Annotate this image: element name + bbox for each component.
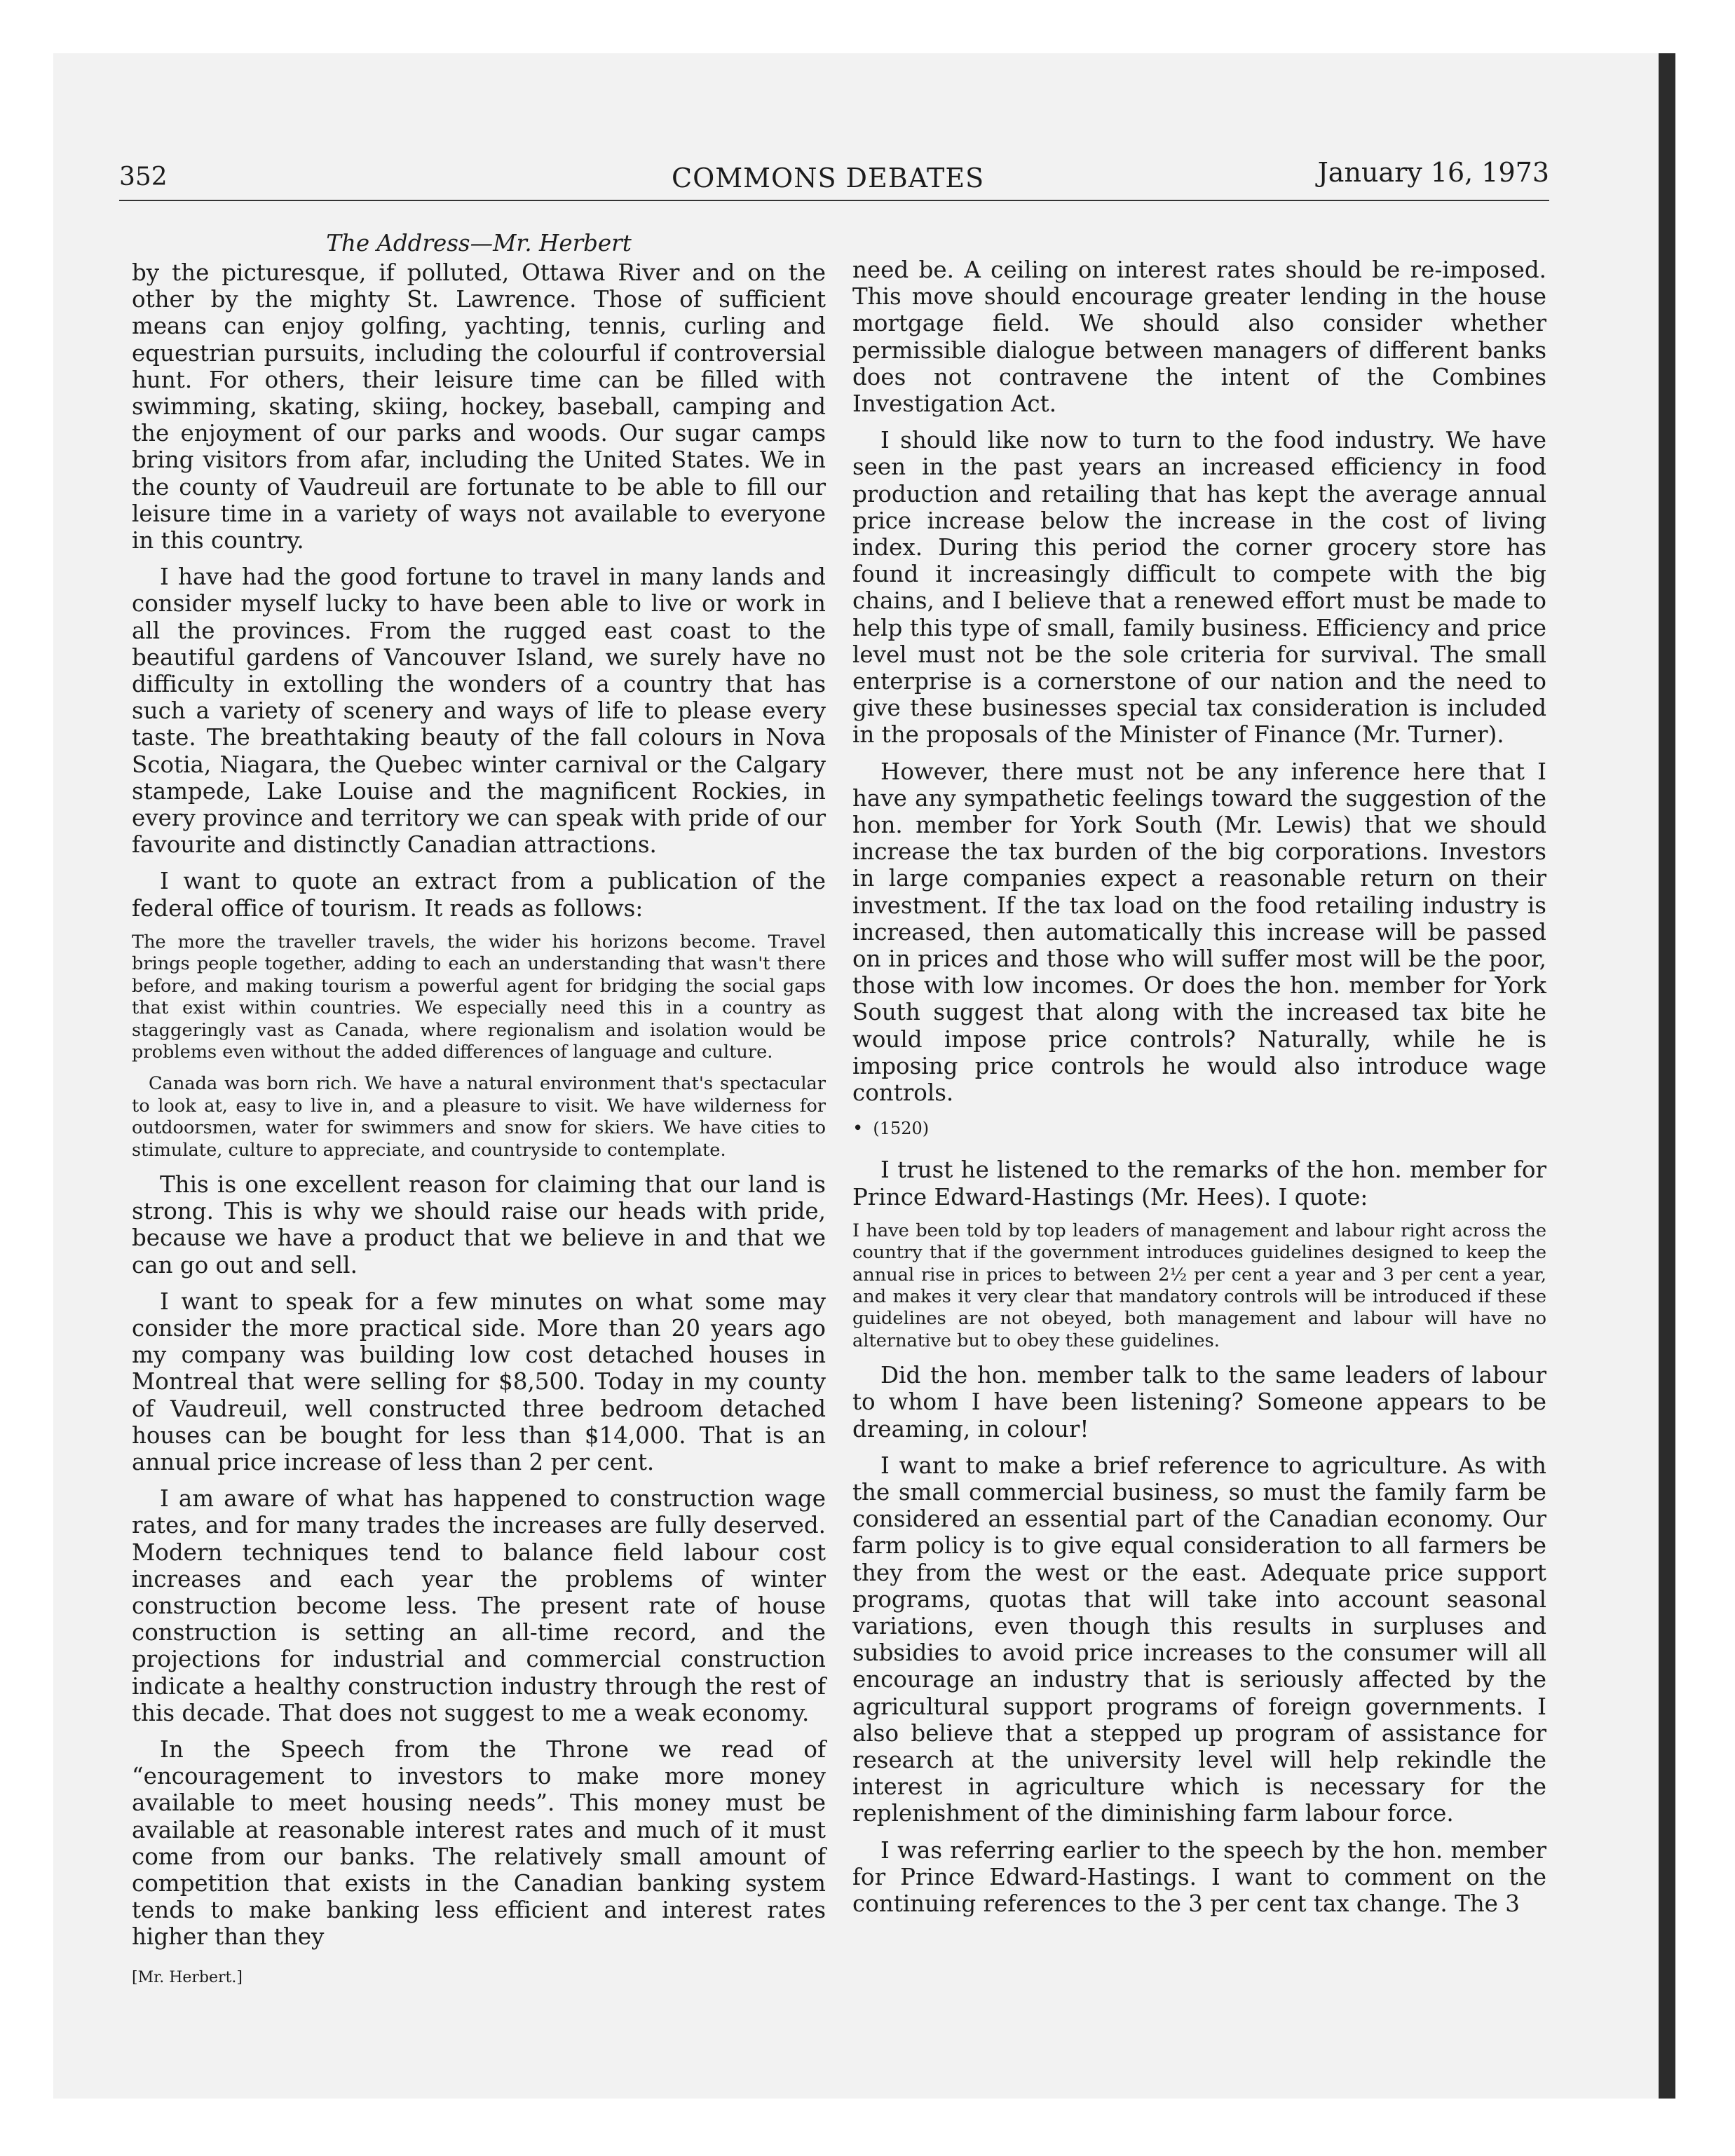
paragraph-continued: need be. A ceiling on interest rates should be re-imposed. This move should encourage greater lending in the house mortgage field. We should also consider whether permissible dialogue between managers of different banks does not contravene the intent of the Combines Investigation Act. [852,257,1546,418]
publication-title: COMMONS DEBATES [672,163,985,193]
right-column [852,257,1546,1927]
paragraph: I should like now to turn to the food industry. We have seen in the past years an increased efficiency in food production and retailing that has kept the average annual price increase below the increase in the cost of living index. During this period the corner grocery store has found it increasingly difficult to compete with the big chains, and I believe that a renewed effort must be made to help this type of small, family business. Efficiency and price level must not be the sole criteria for survival. The small enterprise is a cornerstone of our nation and the need to give these businesses special tax consideration is included in the proposals of the Minister of Finance (Mr. Turner). [852,427,1546,749]
paragraph: I want to make a brief reference to agriculture. As with the small commercial business, so must the family farm be considered an essential part of the Canadian economy. Our farm policy is to give equal consideration to all farmers be they from the west or the east. Adequate price support programs, quotas that will take into account seasonal variations, even though this results in surpluses and subsidies to avoid price increases to the consumer will all encourage an industry that is seriously affected by the agricultural support programs of foreign governments. I also believe that a stepped up program of assistance for research at the university level will help rekindle the interest in agriculture which is necessary for the replenishment of the diminishing farm labour force. [852,1452,1546,1827]
paragraph: I trust he listened to the remarks of the hon. member for Prince Edward-Hastings (Mr. Hees). I quote: [852,1157,1546,1210]
left-column-body [132,259,826,1951]
block-quote: Canada was born rich. We have a natural environment that's spectacular to look at, easy to live in, and a pleasure to visit. We have wilderness for outdoorsmen, water for swimmers and snow for skiers. We have cities to stimulate, culture to appreciate, and countryside to contemplate. [132,1073,826,1161]
paragraph: I want to speak for a few minutes on what some may consider the more practical side. More than 20 years ago my company was building low cost detached houses in Montreal that were selling for $8,500. Today in my county of Vaudreuil, well constructed three bedroom detached houses can be bought for less than $14,000. That is an annual price increase of less than 2 per cent. [132,1288,826,1475]
paragraph: I want to quote an extract from a publication of the federal office of tourism. It reads as follows: [132,868,826,922]
block-quote: The more the traveller travels, the wider his horizons become. Travel brings people together, adding to each an understanding that wasn't there before, and making tourism a powerful agent for bridging the social gaps that exist within countries. We especially need this in a country as staggeringly vast as Canada, where regionalism and isolation would be problems even without the added differences of language and culture. [132,931,826,1063]
left-column [132,230,826,1991]
paragraph: In the Speech from the Throne we read of “encouragement to investors to make more money available to meet housing needs”. This money must be available at reasonable interest rates and much of it must come from our banks. The relatively small amount of competition that exists in the Canadian banking system tends to make banking less efficient and interest rates higher than they [132,1736,826,1951]
paragraph: However, there must not be any inference here that I have any sympathetic feelings toward the suggestion of the hon. member for York South (Mr. Lewis) that we should increase the tax burden of the big corporations. Investors in large companies expect a reasonable return on their investment. If the tax load on the food retailing industry is increased, then automatically this increase will be passed on in prices and those who will suffer most will be the poor, those with low incomes. Or does the hon. member for York South suggest that along with the increased tax bite he would impose price controls? Naturally, while he is imposing price controls he would also introduce wage controls. [852,758,1546,1107]
page-header [119,157,1549,205]
paragraph: I was referring earlier to the speech by the hon. member for Prince Edward-Hastings. I want to comment on the continuing references to the 3 per cent tax change. The 3 [852,1836,1546,1917]
paragraph: I am aware of what has happened to construction wage rates, and for many trades the increases are fully deserved. Modern techniques tend to balance field labour cost increases and each year the problems of winter construction become less. The present rate of house construction is setting an all-time record, and the projections for industrial and commercial construction indicate a healthy construction industry through the rest of this decade. That does not suggest to me a weak economy. [132,1485,826,1726]
header-rule [119,200,1549,201]
publication-date: January 16, 1973 [1317,157,1549,188]
paragraph: I have had the good fortune to travel in many lands and consider myself lucky to have been able to live or work in all the provinces. From the rugged east coast to the beautiful gardens of Vancouver Island, we surely have no difficulty in extolling the wonders of a country that has such a variety of scenery and ways of life to please every taste. The breathtaking beauty of the fall colours in Nova Scotia, Niagara, the Quebec winter carnival or the Calgary stampede, Lake Louise and the magnificent Rockies, in every province and territory we can speak with pride of our favourite and distinctly Canadian attractions. [132,564,826,859]
time-marker-text: (1520) [873,1119,930,1139]
time-marker [852,1116,1546,1141]
scan-edge-shadow [1659,53,1675,2099]
bullet-icon: • [852,1118,864,1140]
right-column-body [852,257,1546,1917]
page-number: 352 [119,163,168,191]
speaker-note: [Mr. Herbert.] [132,1968,243,1986]
paragraph-continued: by the picturesque, if polluted, Ottawa River and on the other by the mighty St. Lawrence. Those of sufficient means can enjoy golfing, yachting, tennis, curling and equestrian pursuits, including the colourful if controversial hunt. For others, their leisure time can be filled with swimming, skating, skiing, hockey, baseball, camping and the enjoyment of our parks and woods. Our sugar camps bring visitors from afar, including the United States. We in the county of Vaudreuil are fortunate to be able to fill our leisure time in a variety of ways not available to everyone in this country. [132,259,826,554]
block-quote: I have been told by top leaders of management and labour right across the country that if the government introduces guidelines designed to keep the annual rise in prices to between 2½ per cent a year and 3 per cent a year, and makes it very clear that mandatory controls will be introduced if these guidelines are not obeyed, both management and labour will have no alternative but to obey these guidelines. [852,1220,1546,1351]
running-subheading: The Address—Mr. Herbert [326,230,632,257]
paragraph: This is one excellent reason for claiming that our land is strong. This is why we should raise our heads with pride, because we have a product that we believe in and that we can go out and sell. [132,1171,826,1278]
paragraph: Did the hon. member talk to the same leaders of labour to whom I have been listening? Someone appears to be dreaming, in colour! [852,1362,1546,1442]
